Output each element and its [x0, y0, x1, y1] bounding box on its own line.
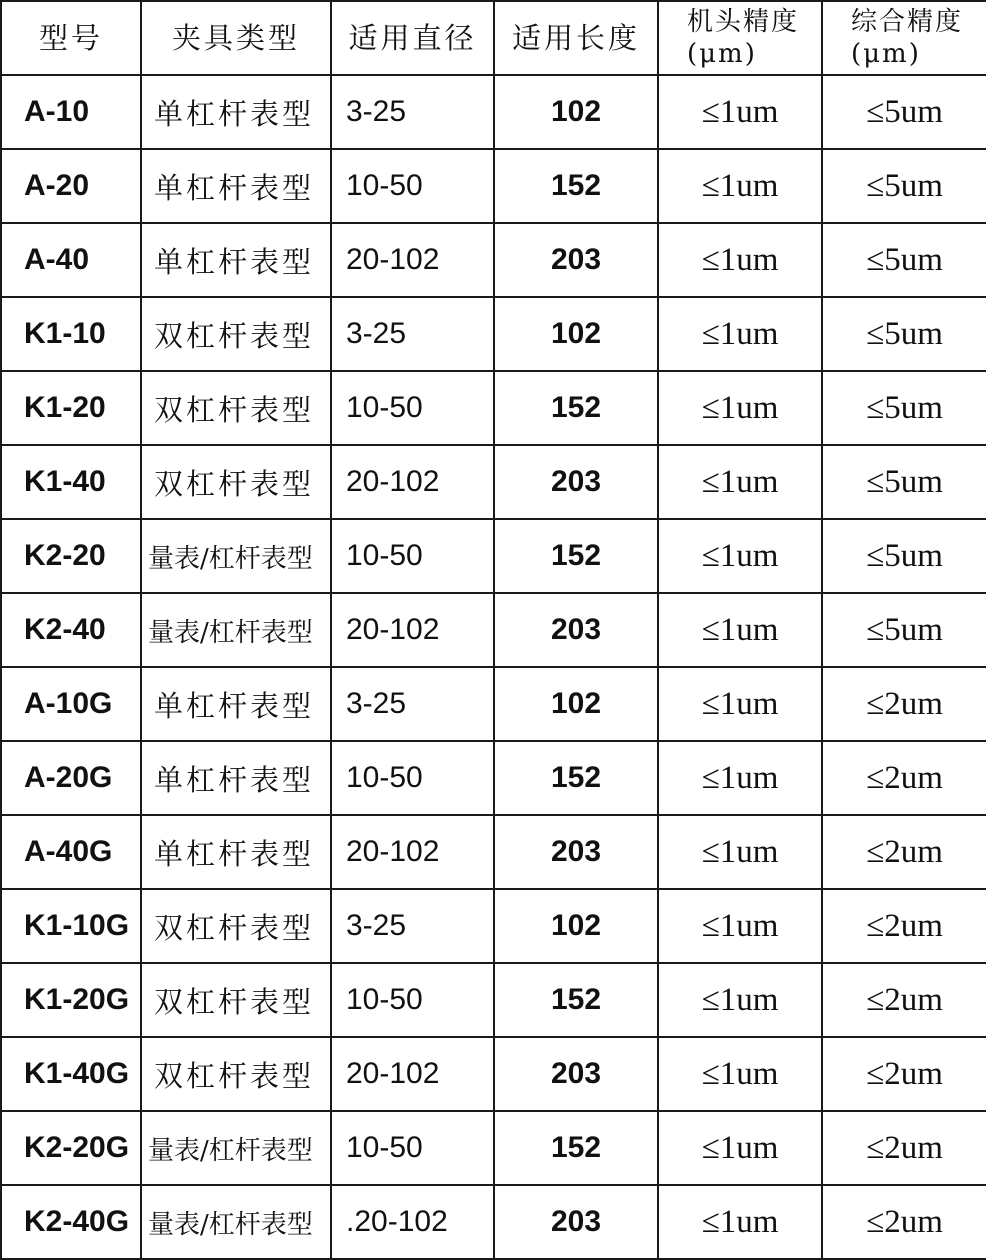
- clamp-type-cell: 量表/杠杆表型: [141, 1185, 331, 1259]
- diameter-cell: 10-50: [331, 741, 494, 815]
- clamp-type-cell: 单杠杆表型: [141, 149, 331, 223]
- length-cell: 203: [494, 1185, 658, 1259]
- clamp-type-cell: 单杠杆表型: [141, 815, 331, 889]
- clamp-type-cell: 量表/杠杆表型: [141, 1111, 331, 1185]
- header-overall-accuracy: 综合精度 (μm): [822, 1, 986, 75]
- head-accuracy-cell: ≤1um: [658, 519, 822, 593]
- model-cell: A-40G: [1, 815, 141, 889]
- table-row: [1, 223, 986, 297]
- clamp-type-cell: 量表/杠杆表型: [141, 519, 331, 593]
- head-accuracy-cell: ≤1um: [658, 75, 822, 149]
- clamp-type-cell: 单杠杆表型: [141, 223, 331, 297]
- diameter-cell: 20-102: [331, 223, 494, 297]
- diameter-cell: 10-50: [331, 371, 494, 445]
- diameter-cell: 20-102: [331, 445, 494, 519]
- table-row: [1, 371, 986, 445]
- diameter-cell: 20-102: [331, 1037, 494, 1111]
- table-row: [1, 297, 986, 371]
- length-cell: 152: [494, 963, 658, 1037]
- head-accuracy-cell: ≤1um: [658, 371, 822, 445]
- overall-accuracy-cell: ≤2um: [822, 1185, 986, 1259]
- head-accuracy-cell: ≤1um: [658, 963, 822, 1037]
- table-row: [1, 889, 986, 963]
- model-cell: K2-40G: [1, 1185, 141, 1259]
- model-cell: K1-40: [1, 445, 141, 519]
- length-cell: 203: [494, 593, 658, 667]
- head-accuracy-cell: ≤1um: [658, 297, 822, 371]
- head-accuracy-cell: ≤1um: [658, 889, 822, 963]
- head-accuracy-cell: ≤1um: [658, 1111, 822, 1185]
- table-row: [1, 667, 986, 741]
- diameter-cell: 10-50: [331, 519, 494, 593]
- model-cell: K1-20: [1, 371, 141, 445]
- clamp-type-cell: 双杠杆表型: [141, 963, 331, 1037]
- table-row: [1, 519, 986, 593]
- diameter-cell: 10-50: [331, 963, 494, 1037]
- overall-accuracy-cell: ≤2um: [822, 1037, 986, 1111]
- table-row: [1, 593, 986, 667]
- head-accuracy-cell: ≤1um: [658, 667, 822, 741]
- head-accuracy-cell: ≤1um: [658, 593, 822, 667]
- model-cell: K2-40: [1, 593, 141, 667]
- header-diameter: 适用直径: [331, 1, 494, 75]
- diameter-cell: 3-25: [331, 297, 494, 371]
- diameter-cell: 20-102: [331, 815, 494, 889]
- header-head-accuracy: 机头精度 (μm): [658, 1, 822, 75]
- clamp-type-cell: 双杠杆表型: [141, 445, 331, 519]
- overall-accuracy-cell: ≤5um: [822, 371, 986, 445]
- head-accuracy-cell: ≤1um: [658, 223, 822, 297]
- overall-accuracy-cell: ≤5um: [822, 297, 986, 371]
- overall-accuracy-cell: ≤2um: [822, 667, 986, 741]
- model-cell: K2-20: [1, 519, 141, 593]
- clamp-type-cell: 单杠杆表型: [141, 75, 331, 149]
- overall-accuracy-cell: ≤5um: [822, 519, 986, 593]
- diameter-cell: 20-102: [331, 593, 494, 667]
- header-length: 适用长度: [494, 1, 658, 75]
- overall-accuracy-cell: ≤5um: [822, 149, 986, 223]
- length-cell: 203: [494, 445, 658, 519]
- length-cell: 102: [494, 667, 658, 741]
- model-cell: K1-40G: [1, 1037, 141, 1111]
- length-cell: 203: [494, 223, 658, 297]
- overall-accuracy-cell: ≤2um: [822, 889, 986, 963]
- length-cell: 102: [494, 889, 658, 963]
- table-row: [1, 1185, 986, 1259]
- head-accuracy-cell: ≤1um: [658, 149, 822, 223]
- clamp-type-cell: 双杠杆表型: [141, 371, 331, 445]
- length-cell: 152: [494, 1111, 658, 1185]
- length-cell: 152: [494, 519, 658, 593]
- head-accuracy-cell: ≤1um: [658, 1185, 822, 1259]
- overall-accuracy-cell: ≤5um: [822, 445, 986, 519]
- overall-accuracy-cell: ≤2um: [822, 963, 986, 1037]
- model-cell: K1-10G: [1, 889, 141, 963]
- table-row: [1, 149, 986, 223]
- clamp-type-cell: 单杠杆表型: [141, 667, 331, 741]
- length-cell: 203: [494, 1037, 658, 1111]
- length-cell: 203: [494, 815, 658, 889]
- table-row: [1, 445, 986, 519]
- diameter-cell: 10-50: [331, 149, 494, 223]
- clamp-type-cell: 双杠杆表型: [141, 1037, 331, 1111]
- model-cell: A-40: [1, 223, 141, 297]
- table-row: [1, 741, 986, 815]
- head-accuracy-cell: ≤1um: [658, 1037, 822, 1111]
- model-cell: K1-10: [1, 297, 141, 371]
- overall-accuracy-cell: ≤2um: [822, 815, 986, 889]
- model-cell: A-20G: [1, 741, 141, 815]
- model-cell: A-10G: [1, 667, 141, 741]
- diameter-cell: 10-50: [331, 1111, 494, 1185]
- length-cell: 152: [494, 741, 658, 815]
- model-cell: A-20: [1, 149, 141, 223]
- diameter-cell: 3-25: [331, 889, 494, 963]
- clamp-type-cell: 单杠杆表型: [141, 741, 331, 815]
- clamp-type-cell: 双杠杆表型: [141, 889, 331, 963]
- model-cell: K2-20G: [1, 1111, 141, 1185]
- spec-table-header: [1, 1, 986, 75]
- header-clamp-type: 夹具类型: [141, 1, 331, 75]
- model-cell: K1-20G: [1, 963, 141, 1037]
- overall-accuracy-cell: ≤5um: [822, 75, 986, 149]
- table-row: [1, 1037, 986, 1111]
- length-cell: 152: [494, 371, 658, 445]
- overall-accuracy-cell: ≤5um: [822, 223, 986, 297]
- overall-accuracy-cell: ≤2um: [822, 1111, 986, 1185]
- header-row: [1, 1, 986, 75]
- head-accuracy-cell: ≤1um: [658, 815, 822, 889]
- table-row: [1, 963, 986, 1037]
- head-accuracy-cell: ≤1um: [658, 741, 822, 815]
- overall-accuracy-cell: ≤5um: [822, 593, 986, 667]
- length-cell: 152: [494, 149, 658, 223]
- clamp-type-cell: 双杠杆表型: [141, 297, 331, 371]
- model-cell: A-10: [1, 75, 141, 149]
- spec-table-body: [1, 75, 986, 1259]
- length-cell: 102: [494, 75, 658, 149]
- clamp-type-cell: 量表/杠杆表型: [141, 593, 331, 667]
- diameter-cell: 3-25: [331, 75, 494, 149]
- table-row: [1, 815, 986, 889]
- overall-accuracy-cell: ≤2um: [822, 741, 986, 815]
- table-row: [1, 75, 986, 149]
- header-model: 型号: [1, 1, 141, 75]
- table-row: [1, 1111, 986, 1185]
- length-cell: 102: [494, 297, 658, 371]
- head-accuracy-cell: ≤1um: [658, 445, 822, 519]
- diameter-cell: 3-25: [331, 667, 494, 741]
- diameter-cell: .20-102: [331, 1185, 494, 1259]
